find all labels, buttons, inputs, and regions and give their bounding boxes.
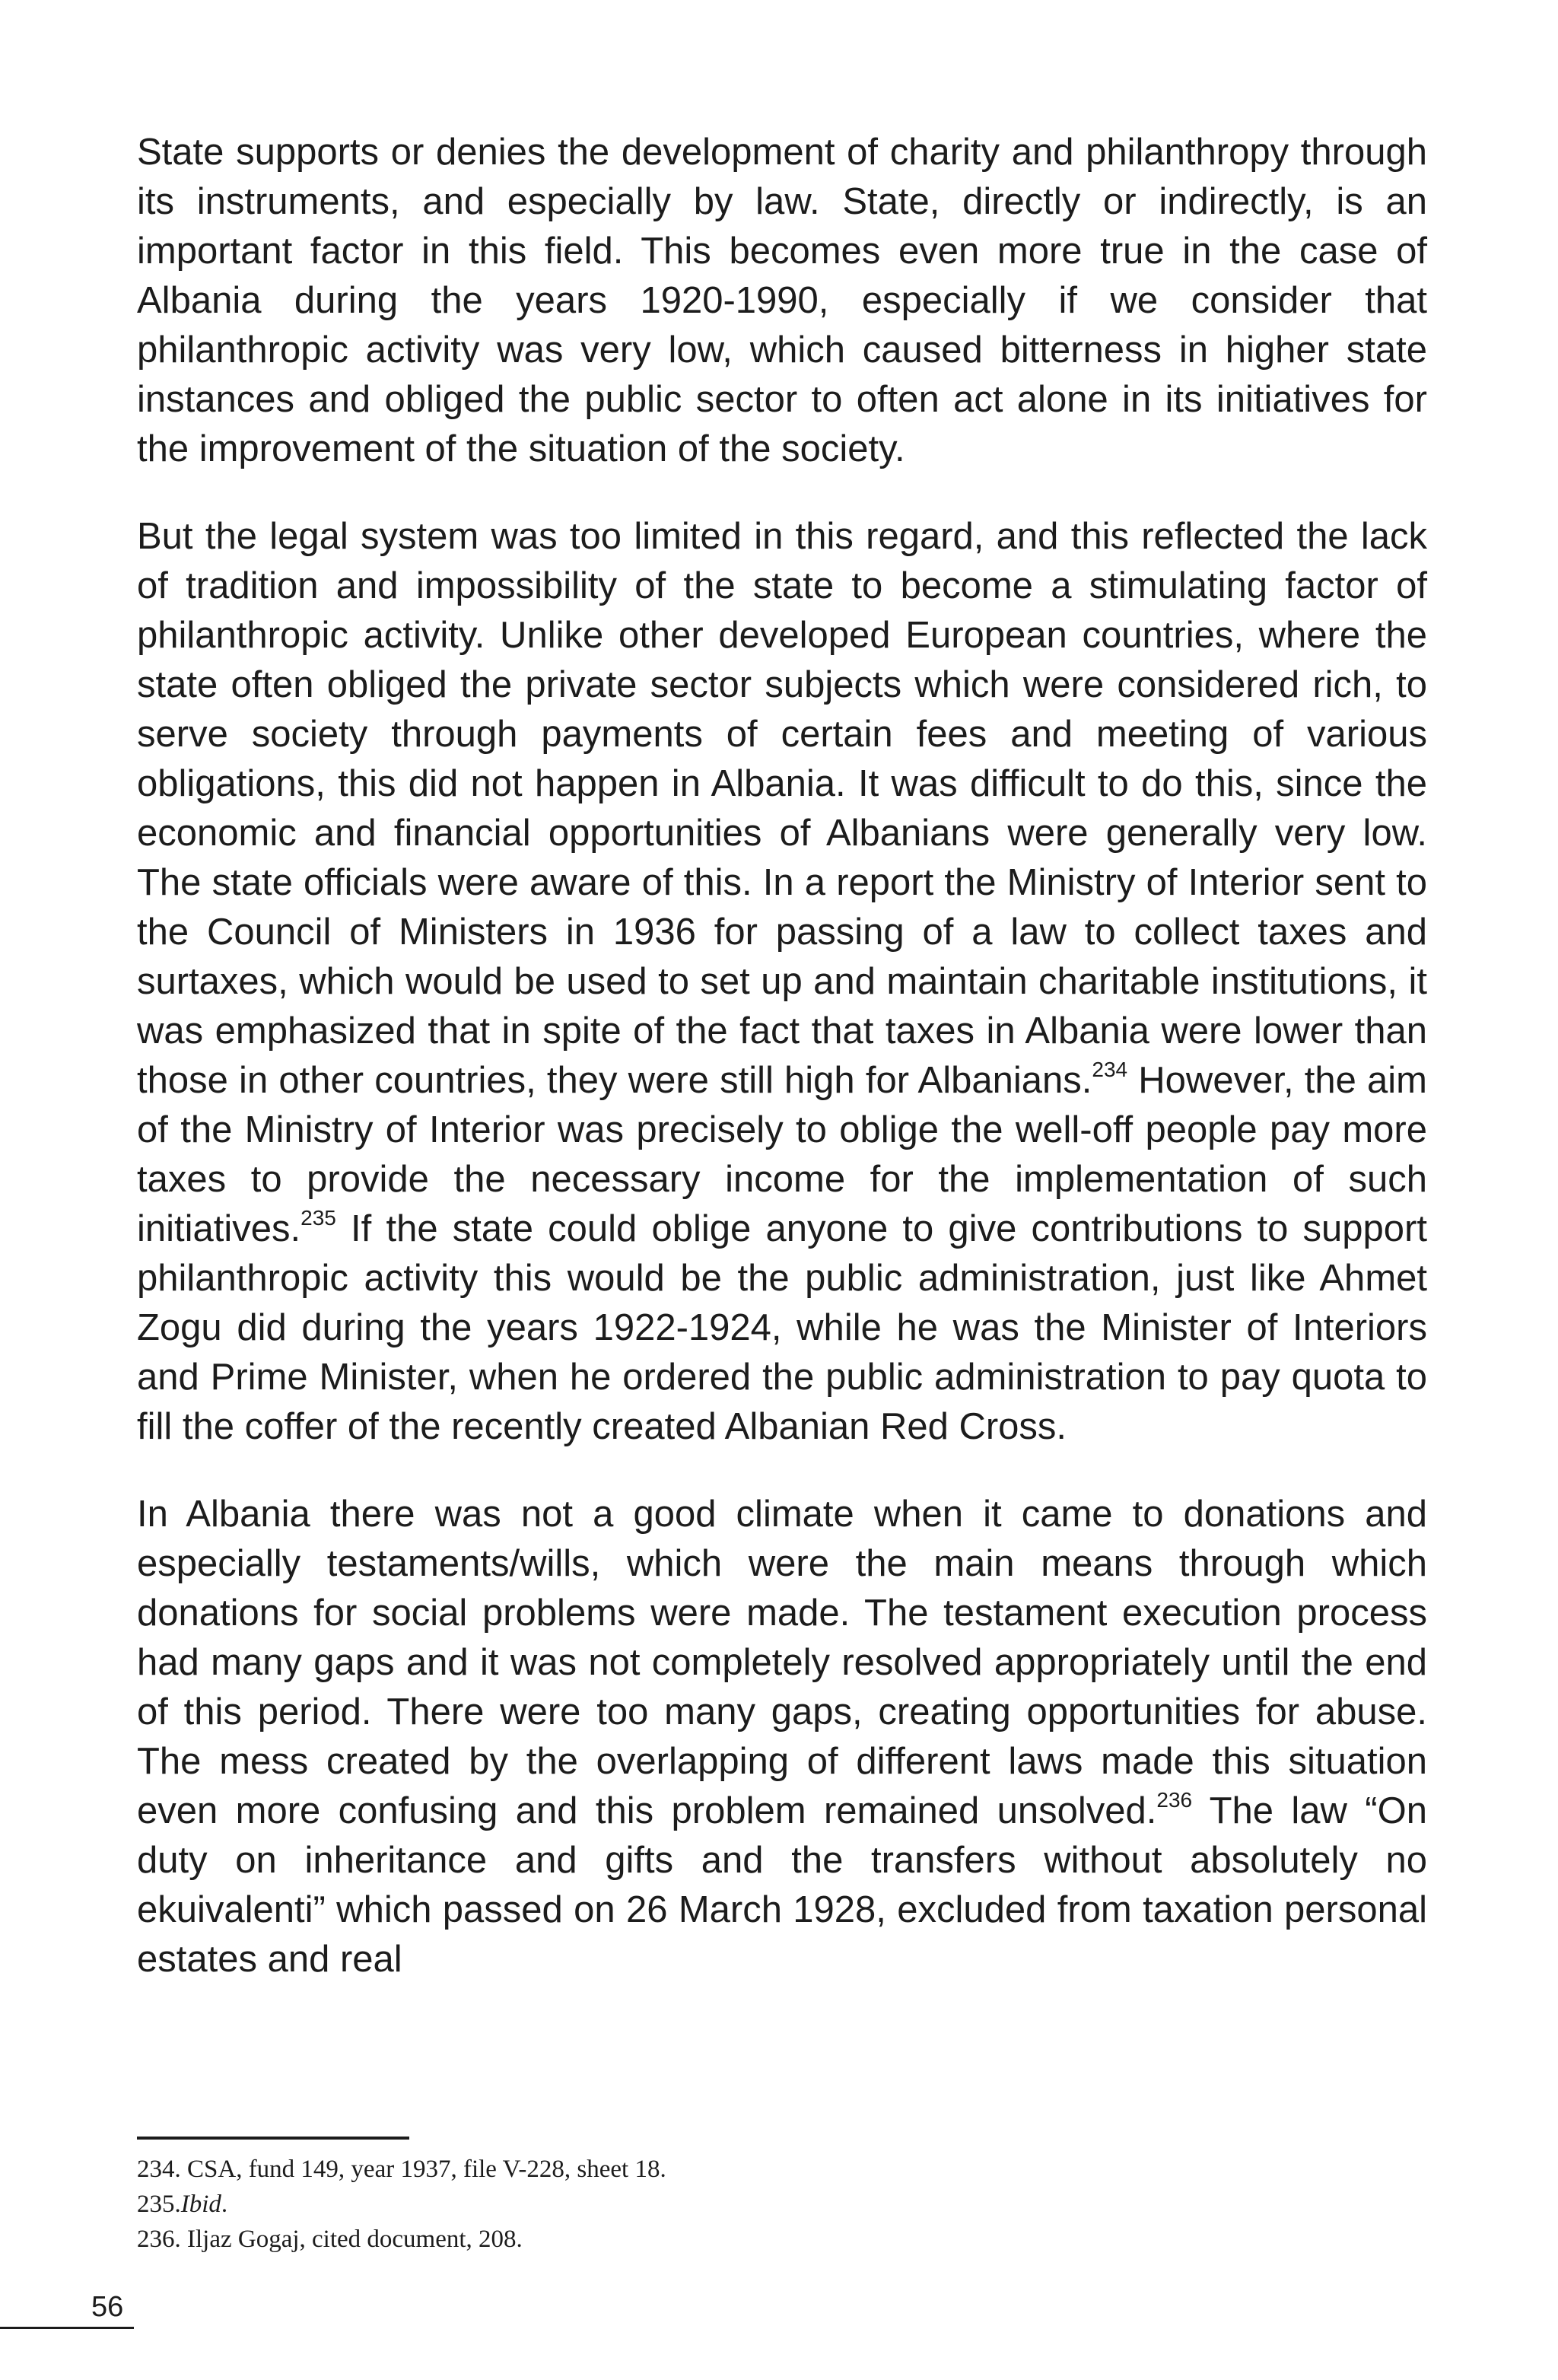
paragraph-text: However, the aim of the Ministry of Interior was precisely to oblige the well-off people pay more taxes to provide the necessary income for the implementation of such initiatives. xyxy=(137,1060,1427,1249)
paragraph-text: State supports or denies the development of charity and philanthropy through its instruments, and especially by law. State, directly or indirectly, is an important factor in this field. This becomes even more true in the case of Albania during the years 1920-1990, especially if we consider that philanthropic activity was very low, which caused bitterness in higher state instances and obliged the public sector to often act alone in its initiatives for the improvement of the situation of the society. xyxy=(137,132,1427,469)
footnote-period: . xyxy=(221,2191,228,2218)
footnotes xyxy=(137,2152,1278,2257)
paragraph-text: But the legal system was too limited in this regard, and this reflected the lack of tradition and impossibility of the state to become a stimulating factor of philanthropic activity. Unlike other developed European countries, where the state often obliged the private sector subjects which were considered rich, to serve society through payments of certain fees and meeting of various obligations, this did not happen in Albania. It was difficult to do this, since the economic and financial opportunities of Albanians were generally very low. The state officials were aware of this. In a report the Ministry of Interior sent to the Council of Ministers in 1936 for passing of a law to collect taxes and surtaxes, which would be used to set up and maintain charitable institutions, it was emphasized that in spite of the fact that taxes in Albania were lower than those in other countries, they were still high for Albanians. xyxy=(137,516,1427,1101)
body-text xyxy=(137,128,1427,2022)
paragraph-3 xyxy=(137,1490,1427,1984)
paragraph-text: In Albania there was not a good climate when it came to donations and especially testaments/wills, which were the main means through which donations for social problems were made. The testament execution process had many gaps and it was not completely resolved appropriately until the end of this period. There were too many gaps, creating opportunities for abuse. The mess created by the overlapping of different laws made this situation even more confusing and this problem remained unsolved. xyxy=(137,1494,1427,1831)
paragraph-text: The law “On duty on inheritance and gifts and the transfers without absolutely no ekuivalenti” which passed on 26 March 1928, excluded from taxation personal estates and real xyxy=(137,1790,1427,1980)
paragraph-2 xyxy=(137,512,1427,1452)
page-number-rule xyxy=(0,2327,134,2329)
footnote-ref-235[interactable]: 235 xyxy=(300,1205,336,1230)
footnote-235 xyxy=(137,2187,1278,2222)
footnote-236: 236. Iljaz Gogaj, cited document, 208. xyxy=(137,2226,523,2253)
footnote-ibid: Ibid xyxy=(180,2191,221,2218)
footnote-ref-236[interactable]: 236 xyxy=(1156,1787,1193,1812)
footnote-divider xyxy=(137,2137,409,2140)
page-number: 56 xyxy=(91,2291,124,2323)
paragraph-text: If the state could oblige anyone to give contributions to support philanthropic activity this would be the public administration, just like Ahmet Zogu did during the years 1922-1924, while he was the Minister of Interiors and Prime Minister, when he ordered the public administration to pay quota to fill the coffer of the recently created Albanian Red Cross. xyxy=(137,1208,1427,1447)
footnote-ref-234[interactable]: 234 xyxy=(1092,1057,1128,1081)
footnote-number: 235. xyxy=(137,2191,181,2218)
paragraph-1 xyxy=(137,128,1427,474)
footnote-234: 234. CSA, fund 149, year 1937, file V-228, sheet 18. xyxy=(137,2156,666,2183)
